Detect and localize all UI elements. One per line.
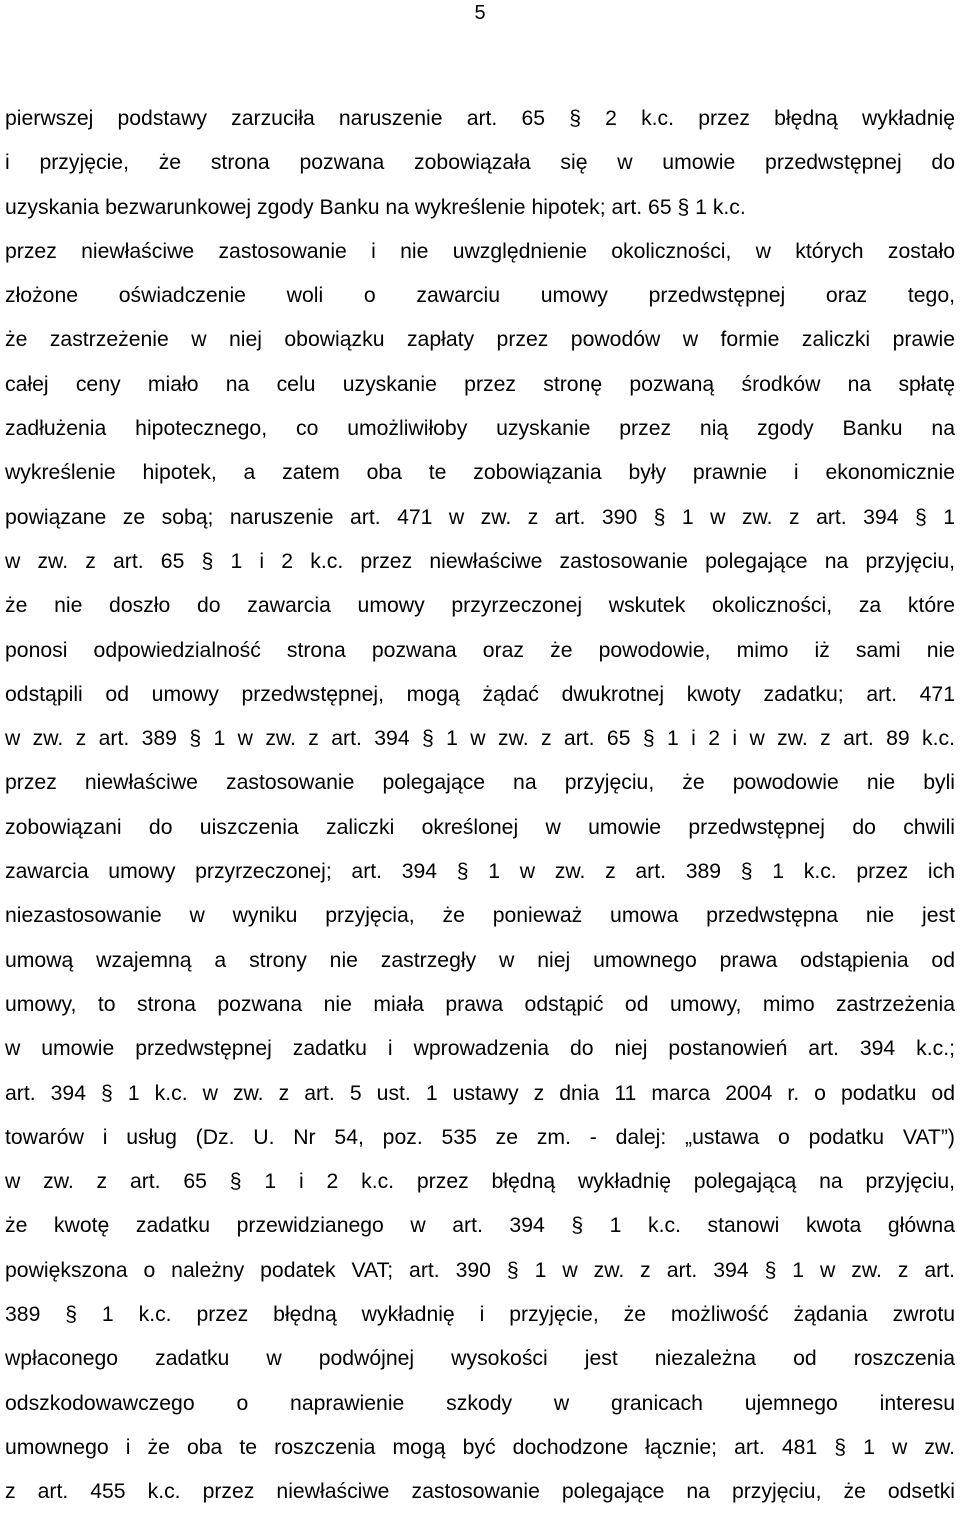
text-line: przez niewłaściwe zastosowanie i nie uwzględnienie okoliczności, w których zostało: [5, 239, 955, 263]
text-line: odszkodowawczego o naprawienie szkody w granicach ujemnego interesu: [5, 1391, 955, 1415]
text-line: że zastrzeżenie w niej obowiązku zapłaty przez powodów w formie zaliczki prawie: [5, 328, 955, 352]
text-line: zobowiązani do uiszczenia zaliczki określonej w umowie przedwstępnej do chwili: [5, 815, 955, 839]
text-line: wykreślenie hipotek, a zatem oba te zobowiązania były prawnie i ekonomicznie: [5, 461, 955, 485]
text-line: w zw. z art. 389 § 1 w zw. z art. 394 § 1 w zw. z art. 65 § 1 i 2 i w zw. z art. 89 k.c.: [5, 727, 955, 751]
text-line: wpłaconego zadatku w podwójnej wysokości jest niezależna od roszczenia: [5, 1347, 955, 1371]
text-line: i przyjęcie, że strona pozwana zobowiązała się w umowie przedwstępnej do: [5, 151, 955, 175]
text-line: umowy, to strona pozwana nie miała prawa odstąpić od umowy, mimo zastrzeżenia: [5, 992, 955, 1016]
text-line: niezastosowanie w wyniku przyjęcia, że ponieważ umowa przedwstępna nie jest: [5, 904, 955, 928]
text-line: złożone oświadczenie woli o zawarciu umowy przedwstępnej oraz tego,: [5, 284, 955, 308]
text-line: w zw. z art. 65 § 1 i 2 k.c. przez niewłaściwe zastosowanie polegające na przyjęciu,: [5, 549, 955, 573]
text-line: 389 § 1 k.c. przez błędną wykładnię i przyjęcie, że możliwość żądania zwrotu: [5, 1303, 955, 1327]
text-line: że kwotę zadatku przewidzianego w art. 394 § 1 k.c. stanowi kwota główna: [5, 1214, 955, 1238]
document-body: [5, 97, 955, 1515]
text-line: w umowie przedwstępnej zadatku i wprowadzenia do niej postanowień art. 394 k.c.;: [5, 1037, 955, 1061]
text-line: uzyskania bezwarunkowej zgody Banku na wykreślenie hipotek; art. 65 § 1 k.c.: [5, 195, 746, 219]
text-line: z art. 455 k.c. przez niewłaściwe zastosowanie polegające na przyjęciu, że odsetki: [5, 1480, 955, 1504]
page-number: 5: [474, 2, 486, 24]
text-line: w zw. z art. 65 § 1 i 2 k.c. przez błędną wykładnię polegającą na przyjęciu,: [5, 1170, 955, 1194]
text-line: pierwszej podstawy zarzuciła naruszenie art. 65 § 2 k.c. przez błędną wykładnię: [5, 107, 955, 130]
text-line: towarów i usług (Dz. U. Nr 54, poz. 535 ze zm. - dalej: „ustawa o podatku VAT”): [5, 1125, 955, 1149]
text-line: całej ceny miało na celu uzyskanie przez stronę pozwaną środków na spłatę: [5, 372, 955, 396]
text-line: powiązane ze sobą; naruszenie art. 471 w zw. z art. 390 § 1 w zw. z art. 394 § 1: [5, 505, 955, 529]
text-line: powiększona o należny podatek VAT; art. 390 § 1 w zw. z art. 394 § 1 w zw. z art.: [5, 1258, 955, 1282]
text-line: ponosi odpowiedzialność strona pozwana oraz że powodowie, mimo iż sami nie: [5, 638, 955, 662]
text-line: odstąpili od umowy przedwstępnej, mogą żądać dwukrotnej kwoty zadatku; art. 471: [5, 682, 955, 706]
text-line: art. 394 § 1 k.c. w zw. z art. 5 ust. 1 ustawy z dnia 11 marca 2004 r. o podatku od: [5, 1081, 955, 1105]
text-line: że nie doszło do zawarcia umowy przyrzeczonej wskutek okoliczności, za które: [5, 594, 955, 618]
text-line: umową wzajemną a strony nie zastrzegły w niej umownego prawa odstąpienia od: [5, 948, 955, 972]
text-line: zawarcia umowy przyrzeczonej; art. 394 § 1 w zw. z art. 389 § 1 k.c. przez ich: [5, 860, 955, 884]
text-line: umownego i że oba te roszczenia mogą być dochodzone łącznie; art. 481 § 1 w zw.: [5, 1435, 955, 1459]
text-line: przez niewłaściwe zastosowanie polegające na przyjęciu, że powodowie nie byli: [5, 771, 955, 795]
text-line: zadłużenia hipotecznego, co umożliwiłoby uzyskanie przez nią zgody Banku na: [5, 417, 955, 441]
